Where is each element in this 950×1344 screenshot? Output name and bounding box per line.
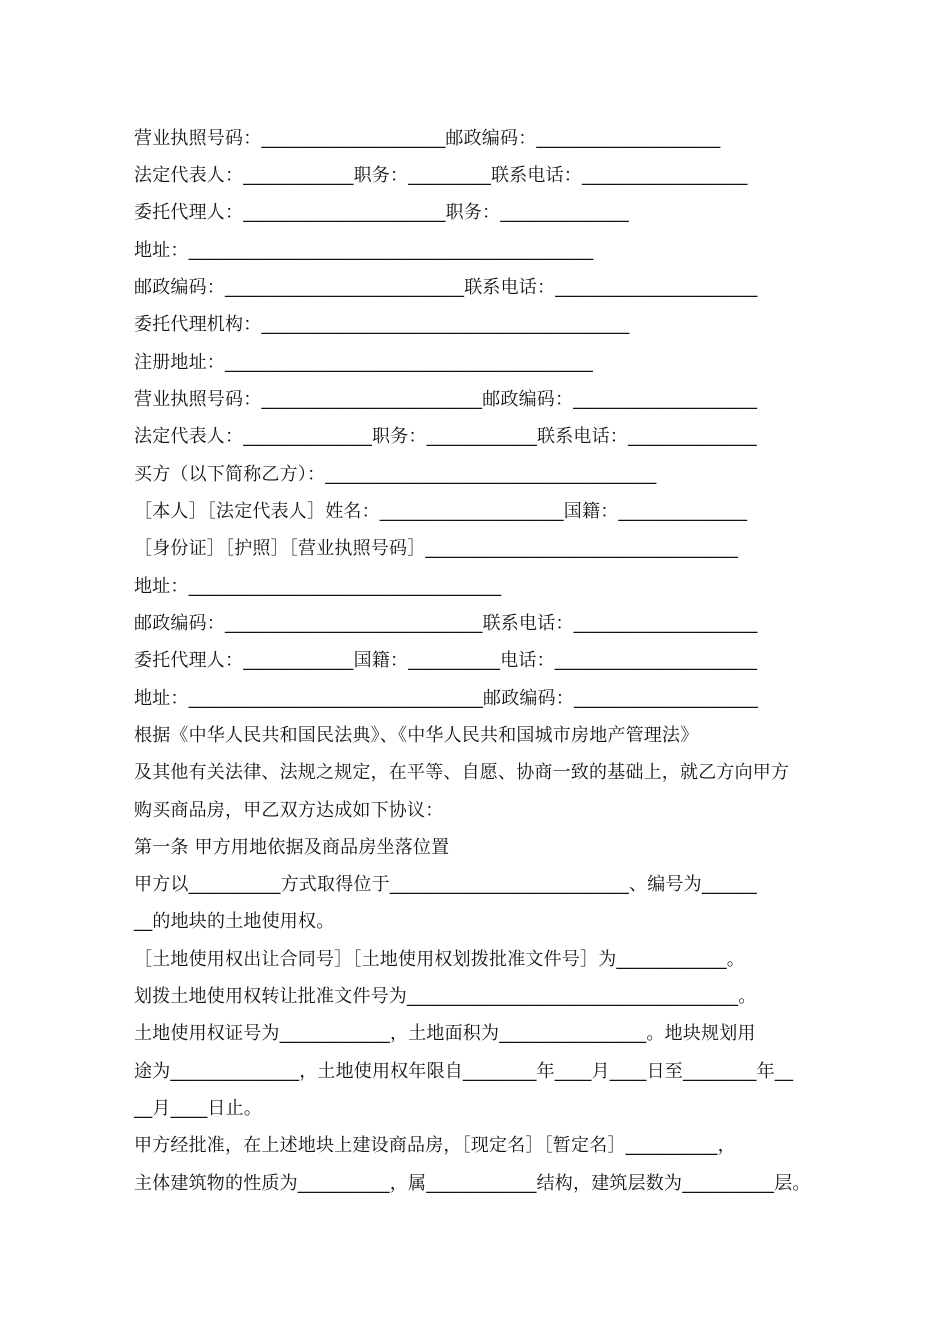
text-line: 法定代表人：______________职务：____________联系电话：______________ — [134, 426, 757, 447]
text-line: 邮政编码：__________________________联系电话：______________________ — [134, 277, 758, 298]
text-line: 地址：__________________________________ — [134, 576, 502, 597]
text-line: 途为______________，土地使用权年限自________年____月____日至________年__ — [134, 1061, 794, 1082]
section-heading: 第一条 甲方用地依据及商品房坐落位置 — [134, 837, 450, 858]
text-line: 及其他有关法律、法规之规定，在平等、自愿、协商一致的基础上，就乙方向甲方 — [134, 762, 790, 783]
text-line: 地址：________________________________邮政编码：____________________ — [134, 688, 758, 709]
text-line: __的地块的土地使用权。 — [134, 911, 335, 932]
text-line: 划拨土地使用权转让批准文件号为____________________________________。 — [134, 986, 757, 1007]
text-line: 购买商品房，甲乙双方达成如下协议： — [134, 800, 444, 821]
text-line: 注册地址：________________________________________ — [134, 352, 593, 373]
text-line: 邮政编码：____________________________联系电话：____________________ — [134, 613, 758, 634]
text-line: 委托代理人：______________________职务：______________ — [134, 202, 629, 223]
text-line: 主体建筑物的性质为__________，属____________结构，建筑层数为__________层。 — [134, 1173, 811, 1194]
text-line: ［身份证］［护照］［营业执照号码］__________________________________ — [134, 538, 739, 559]
text-line: __月____日止。 — [134, 1098, 262, 1119]
text-line: 根据《中华人民共和国民法典》、《中华人民共和国城市房地产管理法》 — [134, 725, 699, 746]
text-line: 地址：____________________________________________ — [134, 240, 594, 261]
text-line: 土地使用权证号为____________，土地面积为________________。地块规划用 — [134, 1023, 756, 1044]
text-line: 委托代理机构：________________________________________ — [134, 314, 630, 335]
text-line: 甲方经批准，在上述地块上建设商品房，［现定名］［暂定名］__________， — [134, 1135, 736, 1156]
text-line: ［本人］［法定代表人］姓名：____________________国籍：______________ — [134, 501, 748, 522]
text-line: 委托代理人：____________国籍：__________电话：______________________ — [134, 650, 758, 671]
text-line: 营业执照号码：____________________邮政编码：____________________ — [134, 128, 721, 149]
text-line: ［土地使用权出让合同号］［土地使用权划拨批准文件号］为____________。 — [134, 949, 745, 970]
text-line: 法定代表人：____________职务：_________联系电话：__________________ — [134, 165, 748, 186]
text-line: 营业执照号码：________________________邮政编码：____________________ — [134, 389, 758, 410]
text-line: 甲方以__________方式取得位于__________________________、编号为______ — [134, 874, 757, 895]
text-line: 买方（以下简称乙方）：____________________________________ — [134, 464, 657, 485]
